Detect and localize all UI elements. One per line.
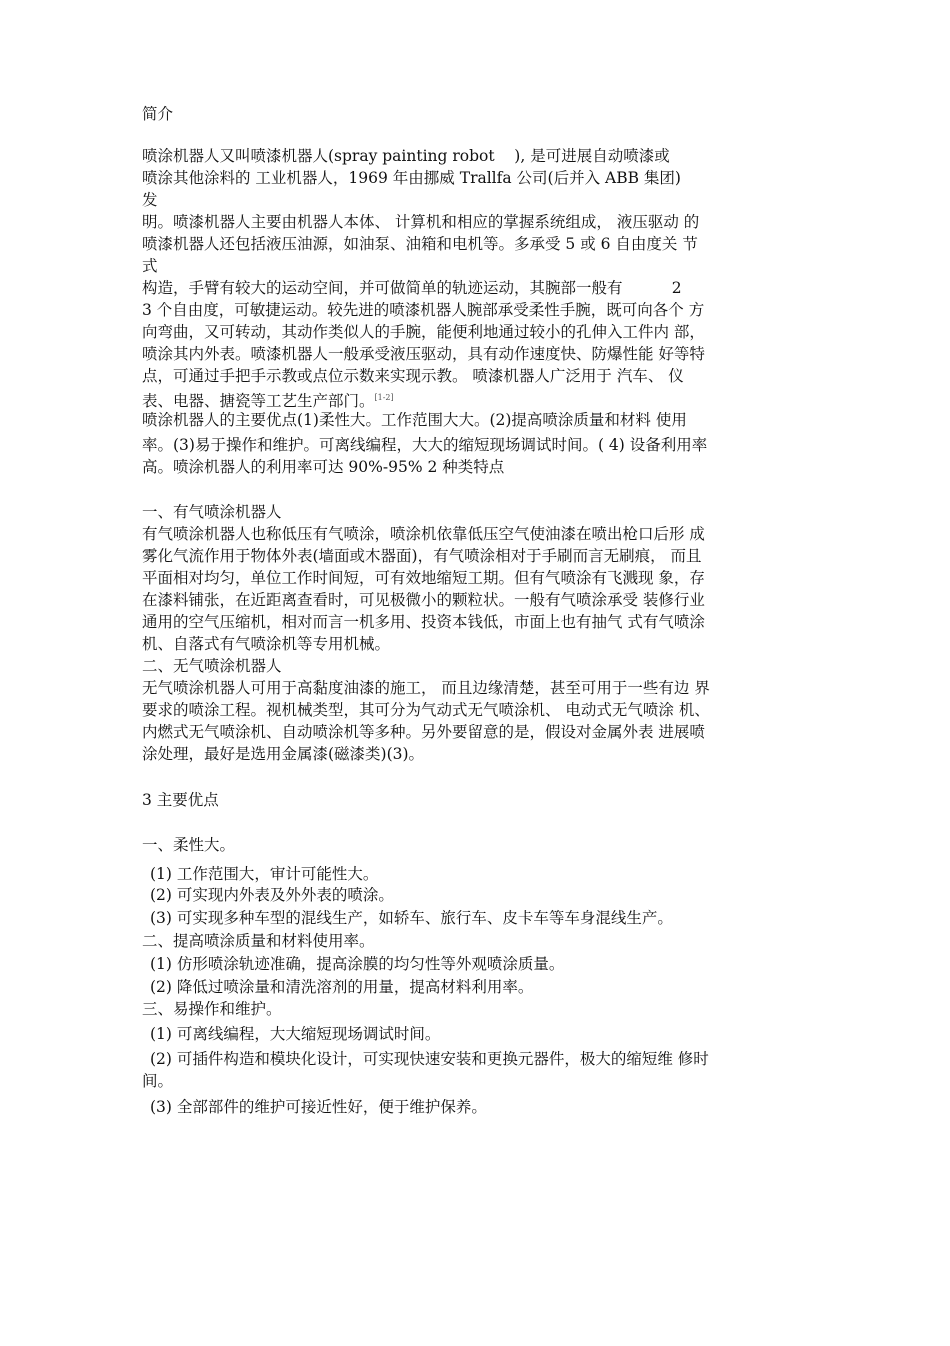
point-item: (3) 可实现多种车型的混线生产，如轿车、旅行车、皮卡车等车身混线生产。	[150, 909, 673, 927]
section1-line: 有气喷涂机器人也称低压有气喷涂，喷涂机依靠低压空气使油漆在喷出枪口后形 成	[142, 525, 705, 543]
point-item: (2) 降低过喷涂量和清洗溶剂的用量，提高材料利用率。	[150, 978, 534, 996]
point-heading: 三、易操作和维护。	[142, 1000, 282, 1018]
point-item: (1) 工作范围大，审计可能性大。	[150, 865, 379, 883]
intro-line: 构造，手臂有较大的运动空间，并可做简单的轨迹运动，其腕部一般有 2	[142, 279, 682, 297]
intro-line: 喷涂其他涂料的 工业机器人，1969 年由挪威 Trallfa 公司(后并入 ABB 集团)	[142, 169, 681, 187]
point-item: (2) 可插件构造和模块化设计，可实现快速安装和更换元器件，极大的缩短维 修时	[150, 1050, 709, 1068]
intro-line: 3 个自由度，可敏捷运动。较先进的喷漆机器人腕部承受柔性手腕，既可向各个 方	[142, 301, 705, 319]
intro-line: 明。喷漆机器人主要由机器人本体、 计算机和相应的掌握系统组成， 液压驱动 的	[142, 213, 700, 231]
intro-line: 喷漆机器人还包括液压油源，如油泵、油箱和电机等。多承受 5 或 6 自由度关 节	[142, 235, 698, 253]
intro-line-text: 表、电器、搪瓷等工艺生产部门。	[142, 392, 375, 411]
point-item: (1) 可离线编程，大大缩短现场调试时间。	[150, 1025, 441, 1043]
point-heading: 一、柔性大。	[142, 836, 236, 854]
intro-line: 喷涂其内外表。喷漆机器人一般承受液压驱动，具有动作速度快、防爆性能 好等特	[142, 345, 705, 363]
intro-line: 发	[142, 191, 158, 209]
section2-line: 内燃式无气喷涂机、自动喷涂机等多种。另外要留意的是，假设对金属外表 进展喷	[142, 723, 705, 741]
point-continuation: 间。	[142, 1072, 174, 1090]
section2-line: 要求的喷涂工程。视机械类型，其可分为气动式无气喷涂机、 电动式无气喷涂 机、	[142, 701, 710, 719]
point-item: (1) 仿形喷涂轨迹准确，提高涂膜的均匀性等外观喷涂质量。	[150, 955, 565, 973]
point-item: (3) 全部部件的维护可接近性好，便于维护保养。	[150, 1098, 487, 1116]
intro-line: 向弯曲，又可转动，其动作类似人的手腕，能便利地通过较小的孔伸入工件内 部，	[142, 323, 705, 341]
section2-line: 无气喷涂机器人可用于高黏度油漆的施工， 而且边缘清楚，甚至可用于一些有边 界	[142, 679, 710, 697]
section1-line: 雾化气流作用于物体外表(墙面或木器面)，有气喷涂相对于手刷而言无刷痕， 而且	[142, 547, 702, 565]
section1-line: 在漆料铺张，在近距离查看时，可见极微小的颗粒状。一般有气喷涂承受 装修行业	[142, 591, 705, 609]
section-heading: 二、无气喷涂机器人	[142, 657, 282, 675]
intro-line: 式	[142, 257, 158, 275]
main-heading: 3 主要优点	[142, 791, 219, 809]
citation-marker: [1-2]	[374, 393, 394, 402]
section1-line: 通用的空气压缩机，相对而言一机多用、投资本钱低，市面上也有抽气 式有气喷涂	[142, 613, 705, 631]
section1-line: 机、自落式有气喷涂机等专用机械。	[142, 635, 391, 653]
point-item: (2) 可实现内外表及外外表的喷涂。	[150, 886, 394, 904]
intro-line: 点，可通过手把手示教或点位示数来实现示教。 喷漆机器人广泛用于 汽车、 仪	[142, 367, 684, 385]
advantage-line: 喷涂机器人的主要优点(1)柔性大。工作范围大大。(2)提高喷涂质量和材料 使用	[142, 411, 687, 429]
advantage-line: 高。喷涂机器人的利用率可达 90%-95% 2 种类特点	[142, 458, 505, 476]
intro-line: 喷涂机器人又叫喷漆机器人(spray painting robot ), 是可进展自动喷漆或	[142, 147, 670, 165]
section2-line: 涂处理，最好是选用金属漆(磁漆类)(3)。	[142, 745, 425, 763]
section-heading: 一、有气喷涂机器人	[142, 503, 282, 521]
advantage-line: 率。(3)易于操作和维护。可离线编程，大大的缩短现场调试时间。( 4) 设备利用率	[142, 436, 708, 454]
page-title: 简介	[142, 105, 174, 123]
point-heading: 二、提高喷涂质量和材料使用率。	[142, 932, 375, 950]
section1-line: 平面相对均匀，单位工作时间短，可有效地缩短工期。但有气喷涂有飞溅现 象，存	[142, 569, 705, 587]
